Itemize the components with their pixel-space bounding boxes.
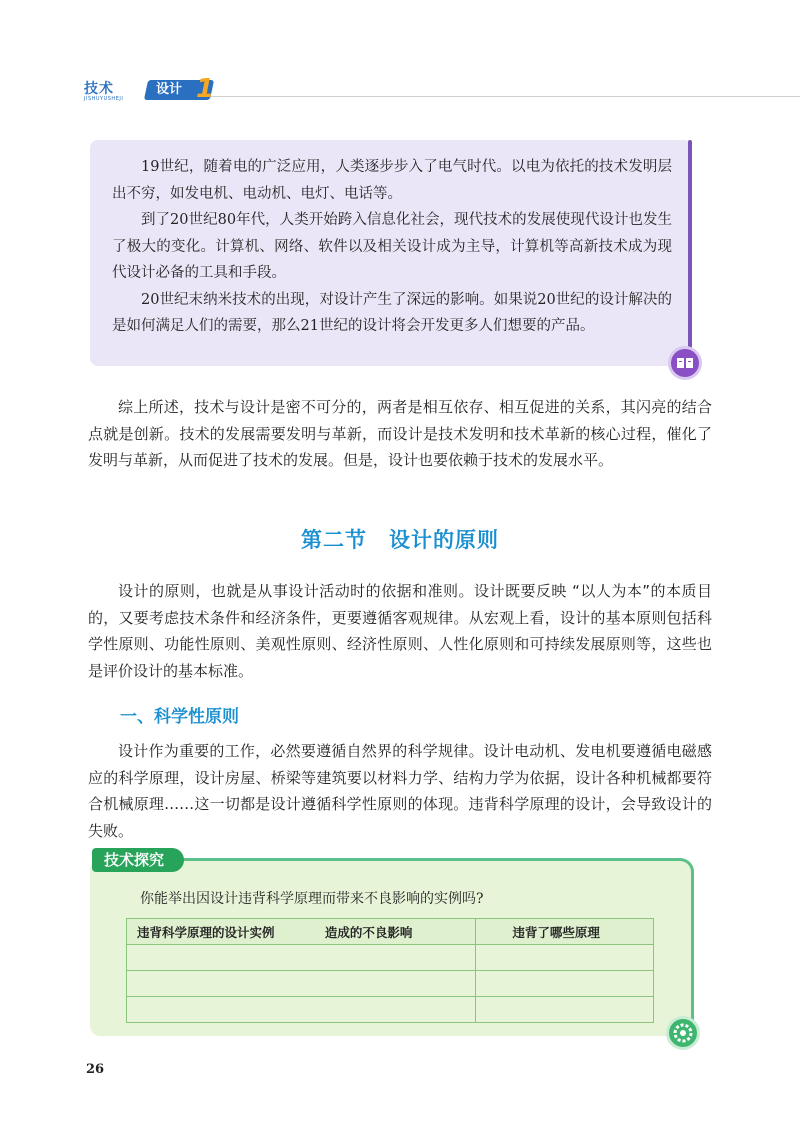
col-impact: 造成的不良影响 [324,924,413,940]
header-number: 1 [196,74,215,104]
table-row [127,945,654,971]
table-header-cell-1 [127,919,476,945]
reading-para-1: 19世纪，随着电的广泛应用，人类逐步步入了电气时代。以电为依托的技术发明层出不穷，如发电机、电动机、电灯、电话等。 [112,159,672,202]
table-cell[interactable] [476,971,654,997]
table-cell[interactable] [476,945,654,971]
paragraph-scientific: 设计作为重要的工作，必然要遵循自然界的科学规律。设计电动机、发电机要遵循电磁感应的科学原理，设计房屋、桥梁等建筑要以材料力学、结构力学为依据，设计各种机械都要符合机械原理……这一切都是设计遵循科学性原则的体现。违背科学原理的设计，会导致设计的失败。 [88,742,712,840]
col-example: 违背科学原理的设计实例 [137,924,275,940]
section-title: 第二节 设计的原则 [301,528,499,552]
table-row [127,971,654,997]
header-pinyin: JISHUYUSHEJI [84,96,124,102]
page-number: 26 [86,1062,105,1077]
table-row [127,997,654,1023]
table-cell[interactable] [127,997,476,1023]
exploration-question: 你能举出因设计违背科学原理而带来不良影响的实例吗? [140,891,484,907]
running-header [84,74,800,114]
table-cell[interactable] [127,945,476,971]
book-icon [668,346,702,380]
table-cell[interactable] [476,997,654,1023]
reading-para-3: 20世纪末纳米技术的出现，对设计产生了深远的影响。如果说20世纪的设计解决的是如何满足人们的需要，那么21世纪的设计将会开发更多人们想要的产品。 [112,291,672,334]
paragraph-summary: 综上所述，技术与设计是密不可分的，两者是相互依存、相互促进的关系，其闪亮的结合点就是创新。技术的发展需要发明与革新，而设计是技术发明和技术革新的核心过程，催化了发明与革新，从而促进了技术的发展。但是，设计也要依赖于技术的发展水平。 [88,398,712,469]
reading-para-2: 到了20世纪80年代，人类开始跨入信息化社会，现代技术的发展使现代设计也发生了极大的变化。计算机、网络、软件以及相关设计成为主导，计算机等高新技术成为现代设计必备的工具和手段。 [112,212,672,281]
gear-icon [666,1016,700,1050]
reading-box-text [112,154,672,340]
col-principle: 违背了哪些原理 [476,919,654,945]
subsection-title: 一、科学性原则 [120,707,239,727]
exploration-tag: 技术探究 [92,848,184,872]
reading-box-accent [688,140,692,366]
header-rule [194,96,800,97]
table-header-row [127,919,654,945]
table-cell[interactable] [127,971,476,997]
header-tech: 技术 [84,81,114,97]
paragraph-principles: 设计的原则，也就是从事设计活动时的依据和准则。设计既要反映 “以人为本”的本质目的，又要考虑技术条件和经济条件，更要遵循客观规律。从宏观上看，设计的基本原则包括科学性原则、功能性原则、美观性原则、经济性原则、人性化原则和可持续发展原则等，这些也是评价设计的基本标准。 [88,582,712,680]
exploration-table [126,918,654,1023]
header-badge-label: 设计 [156,82,183,97]
